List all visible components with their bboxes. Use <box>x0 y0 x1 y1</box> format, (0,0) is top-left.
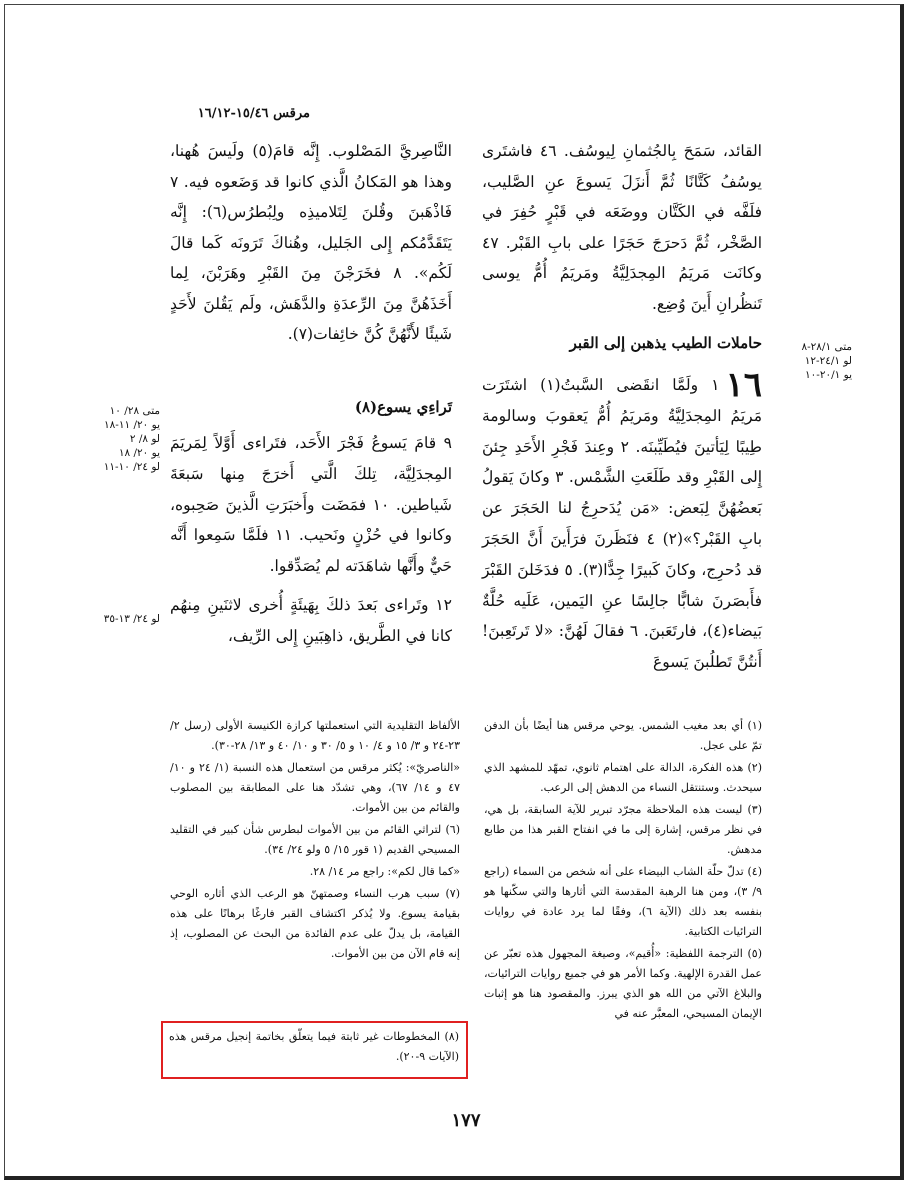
right-column-body-paragraph: ١ ولَمَّا انقَضى السَّبتُ(١) اشتَرَت مَريَمُ المِجدَلِيَّةُ ومَريَمُ أُمُّ يَعقوبَ وسالومة طِيبًا لِيَأتينَ فيُطَيِّبنَه. ٢ وعِندَ فَجْرِ الأَحَدِ جِئنَ إِلى القَبْرِ وقد طَلَعَتِ الشَّمْس. ٣ وكانَ يَقولُ بَعضُهُنَّ لِبَعض: «مَن يُدَحرِجُ لنا الحَجَرَ عن بابِ القَبْر؟»(٢) ٤ فنَظَرنَ فرَأَينَ أَنَّ الحَجَرَ قد دُحرِج، وكانَ كَبيرًا جِدًّا(٣). ٥ فدَخَلنَ القَبْرَ فأَبصَرنَ شابًّا جالِسًا عنِ اليَمين، عَلَيه حُلَّةٌ بَيضاء(٤)، فارتَعَبنَ. ٦ فقالَ لَهُنَّ: «لا تَرتَعِبنَ! أَنتُنَّ تَطلُبنَ يَسوعَ <box>482 376 763 672</box>
footnotes-right <box>484 716 762 1026</box>
margin-refs-left-1 <box>90 404 160 474</box>
margin-ref: لو ٢٤/ ١٣-٣٥ <box>103 613 160 625</box>
footnote: الألفاظ التقليدية التي استعملتها كرازة الكنيسة الأولى (رسل ٢/ ٢٣-٢٤ و ٣/ ١٥ و ٤/ ١٠ و ٥/ ٣٠ و ١٠/ ٤٠ و ١٣/ ٢٨-٣٠). <box>170 719 460 752</box>
right-column-top-paragraph: القائد، سَمَحَ بِالجُثمانِ لِيوسُف. ٤٦ فاشتَرى يوسُفُ كَتَّانًا ثُمَّ أَنزَلَ يَسوعَ عنِ الصَّليب، فلَفَّه في الكَتَّان ووضَعَه في قَبْرٍ حُفِرَ في الصَّخْر، ثُمَّ دَحرَجَ حَجَرًا على بابِ القَبْر. ٤٧ وكانَت مَريَمُ المِجدَلِيَّةُ ومَريَمُ أُمُّ يوسى تَنظُرانِ أَينَ وُضِع. <box>482 142 762 313</box>
margin-ref: يو ٢٠/ ١١-١٨ <box>104 419 160 431</box>
footnote: (٢) هذه الفكرة، الدالة على اهتمام ثانوي، تمهّد للمشهد الذي سيحدث. وستنتقل النساء من الدهش إلى الرعب. <box>484 761 762 794</box>
margin-ref: يو ٢٠/ ١٨ <box>118 447 160 459</box>
footnote: (٦) لتراثي القائم من بين الأموات لبطرس شأن كبير في التقليد المسيحي القديم (١ قور ١٥/ ٥ ولو ٢٤/ ٣٤). <box>170 823 460 856</box>
footnote: «كما قال لكم»: راجع مر ١٤/ ٢٨. <box>309 865 460 878</box>
footnotes-left <box>170 716 460 966</box>
right-column-top-text <box>482 136 762 319</box>
footnote: (١) أي بعد مغيب الشمس. يوحي مرقس هنا أيضًا بأن الدفن تمّ على عجل. <box>484 719 762 752</box>
margin-refs-left-2 <box>90 612 160 626</box>
footnote: «الناصريّ»: يُكثر مرقس من استعمال هذه النسبة (١/ ٢٤ و ١٠/ ٤٧ و ١٤/ ٦٧)، وهي تشدّد هنا على المطابقة بين المصلوب والقائم من بين الأموات. <box>170 761 461 814</box>
page-number: ١٧٧ <box>451 1110 481 1131</box>
margin-ref: متى ٢٨/ ١٠ <box>109 405 160 417</box>
running-header: مرقس ١٥/٤٦-١٦/١٢ <box>197 106 310 121</box>
left-body-paragraph-1: ٩ قامَ يَسوعُ فَجْرَ الأَحَد، فتَراءى أَوَّلاً لِمَريَمَ المِجدَلِيَّة، تِلكَ الَّتي أَخرَجَ مِنها سَبعَةَ شَياطين. ١٠ فمَضَت وأَخبَرَتِ الَّذينَ صَحِبوه، وكانوا في حُزْنٍ ونَحيب. ١١ فلَمَّا سَمِعوا أَنَّه حَيٌّ وأَنَّها شاهَدَته لم يُصَدِّقوا. <box>170 434 453 576</box>
section-heading-left: تَراءِي يسوع(٨) <box>354 398 452 416</box>
margin-ref: لو ٢٤/ ١٠-١١ <box>103 461 160 473</box>
footnote: (٣) ليست هذه الملاحظة مجرّد تبرير للآية السابقة، بل هي، في نظر مرقس، إشارة إلى ما في انفتاح القبر هذا من طابع مدهش. <box>484 803 762 856</box>
margin-refs-right <box>768 340 852 382</box>
highlighted-footnote-box[interactable] <box>161 1021 468 1079</box>
footnote: (٤) تدلّ حلّة الشاب البيضاء على أنه شخص من السماء (راجع ٩/ ٣)، ومن هنا الرهبة المقدسة التي أثارها والتي سكّنها هو بنفسه بعد ذلك (الآية ٦)، وفقًا لما يرد عادة في روايات الترائيات الكتابية. <box>484 865 763 938</box>
left-column-body <box>170 428 452 652</box>
margin-ref: متى ٢٨/١-٨ <box>801 341 852 353</box>
chapter-number: ١٦ <box>725 365 762 405</box>
footnote: (٥) الترجمة اللفظية: «أُقيم»، وصيغة المجهول هذه تعبّر عن عمل القدرة الإلهية. وكما الأمر هو في جميع روايات الترائيات، والبلاغ الآتي من الله هو الذي يبرز. والمقصود هنا هو إثبات الإيمان المسيحي، المعبَّر عنه في <box>484 947 762 1020</box>
section-heading-right: حاملات الطيب يذهبن إلى القبر <box>569 334 762 352</box>
margin-ref: يو ٢٠/١-١٠ <box>805 369 852 381</box>
margin-ref: لو ٢٤/١-١٢ <box>804 355 852 367</box>
left-body-paragraph-2: ١٢ وتَراءى بَعدَ ذلكَ بِهَيئَةٍ أُخرى لاثنَينِ مِنهُم كانا في الطَّريق، ذاهِبَينِ إِلى الرِّيف، <box>170 595 452 645</box>
right-column-body <box>482 365 763 678</box>
footnote-8: (٨) المخطوطات غير ثابتة فيما يتعلّق بخاتمة إنجيل مرقس هذه (الآيات ٩-٢٠). <box>169 1030 459 1063</box>
page-frame <box>4 4 904 1180</box>
left-column-top-text <box>170 136 452 350</box>
left-column-top-paragraph: النَّاصِريَّ المَصْلوب. إِنَّه قامَ(٥) ولَيسَ هُهنا، وهذا هو المَكانُ الَّذي كانوا قد وَضَعوه فيه. ٧ فَاذْهَبنَ وقُلنَ لِتَلاميذِه ولِبُطرُس(٦): إِنَّه يَتَقَدَّمُكم إِلى الجَليل، وهُناكَ تَرَونَه كَما قالَ لَكُم». ٨ فخَرَجْنَ مِنَ القَبْرِ وهَرَبْنَ، لِما أَخَذَهُنَّ مِنَ الرِّعدَةِ والدَّهَش، ولَم يَقُلنَ لأَحَدٍ شَيئًا لأَنَّهُنَّ كُنَّ خائِفات(٧). <box>170 142 452 343</box>
margin-ref: لو ٨/ ٢ <box>129 433 160 445</box>
footnote: (٧) سبب هرب النساء وصمتهنّ هو الرعب الذي أثاره الوحي بقيامة يسوع. ولا يُذكر اكتشاف القبر فارغًا برهانًا على هذه القيامة، بل يدلّ على عدم الفائدة من البحث عن المصلوب، إذ إنه قام الآن من بين الأموات. <box>170 887 460 960</box>
